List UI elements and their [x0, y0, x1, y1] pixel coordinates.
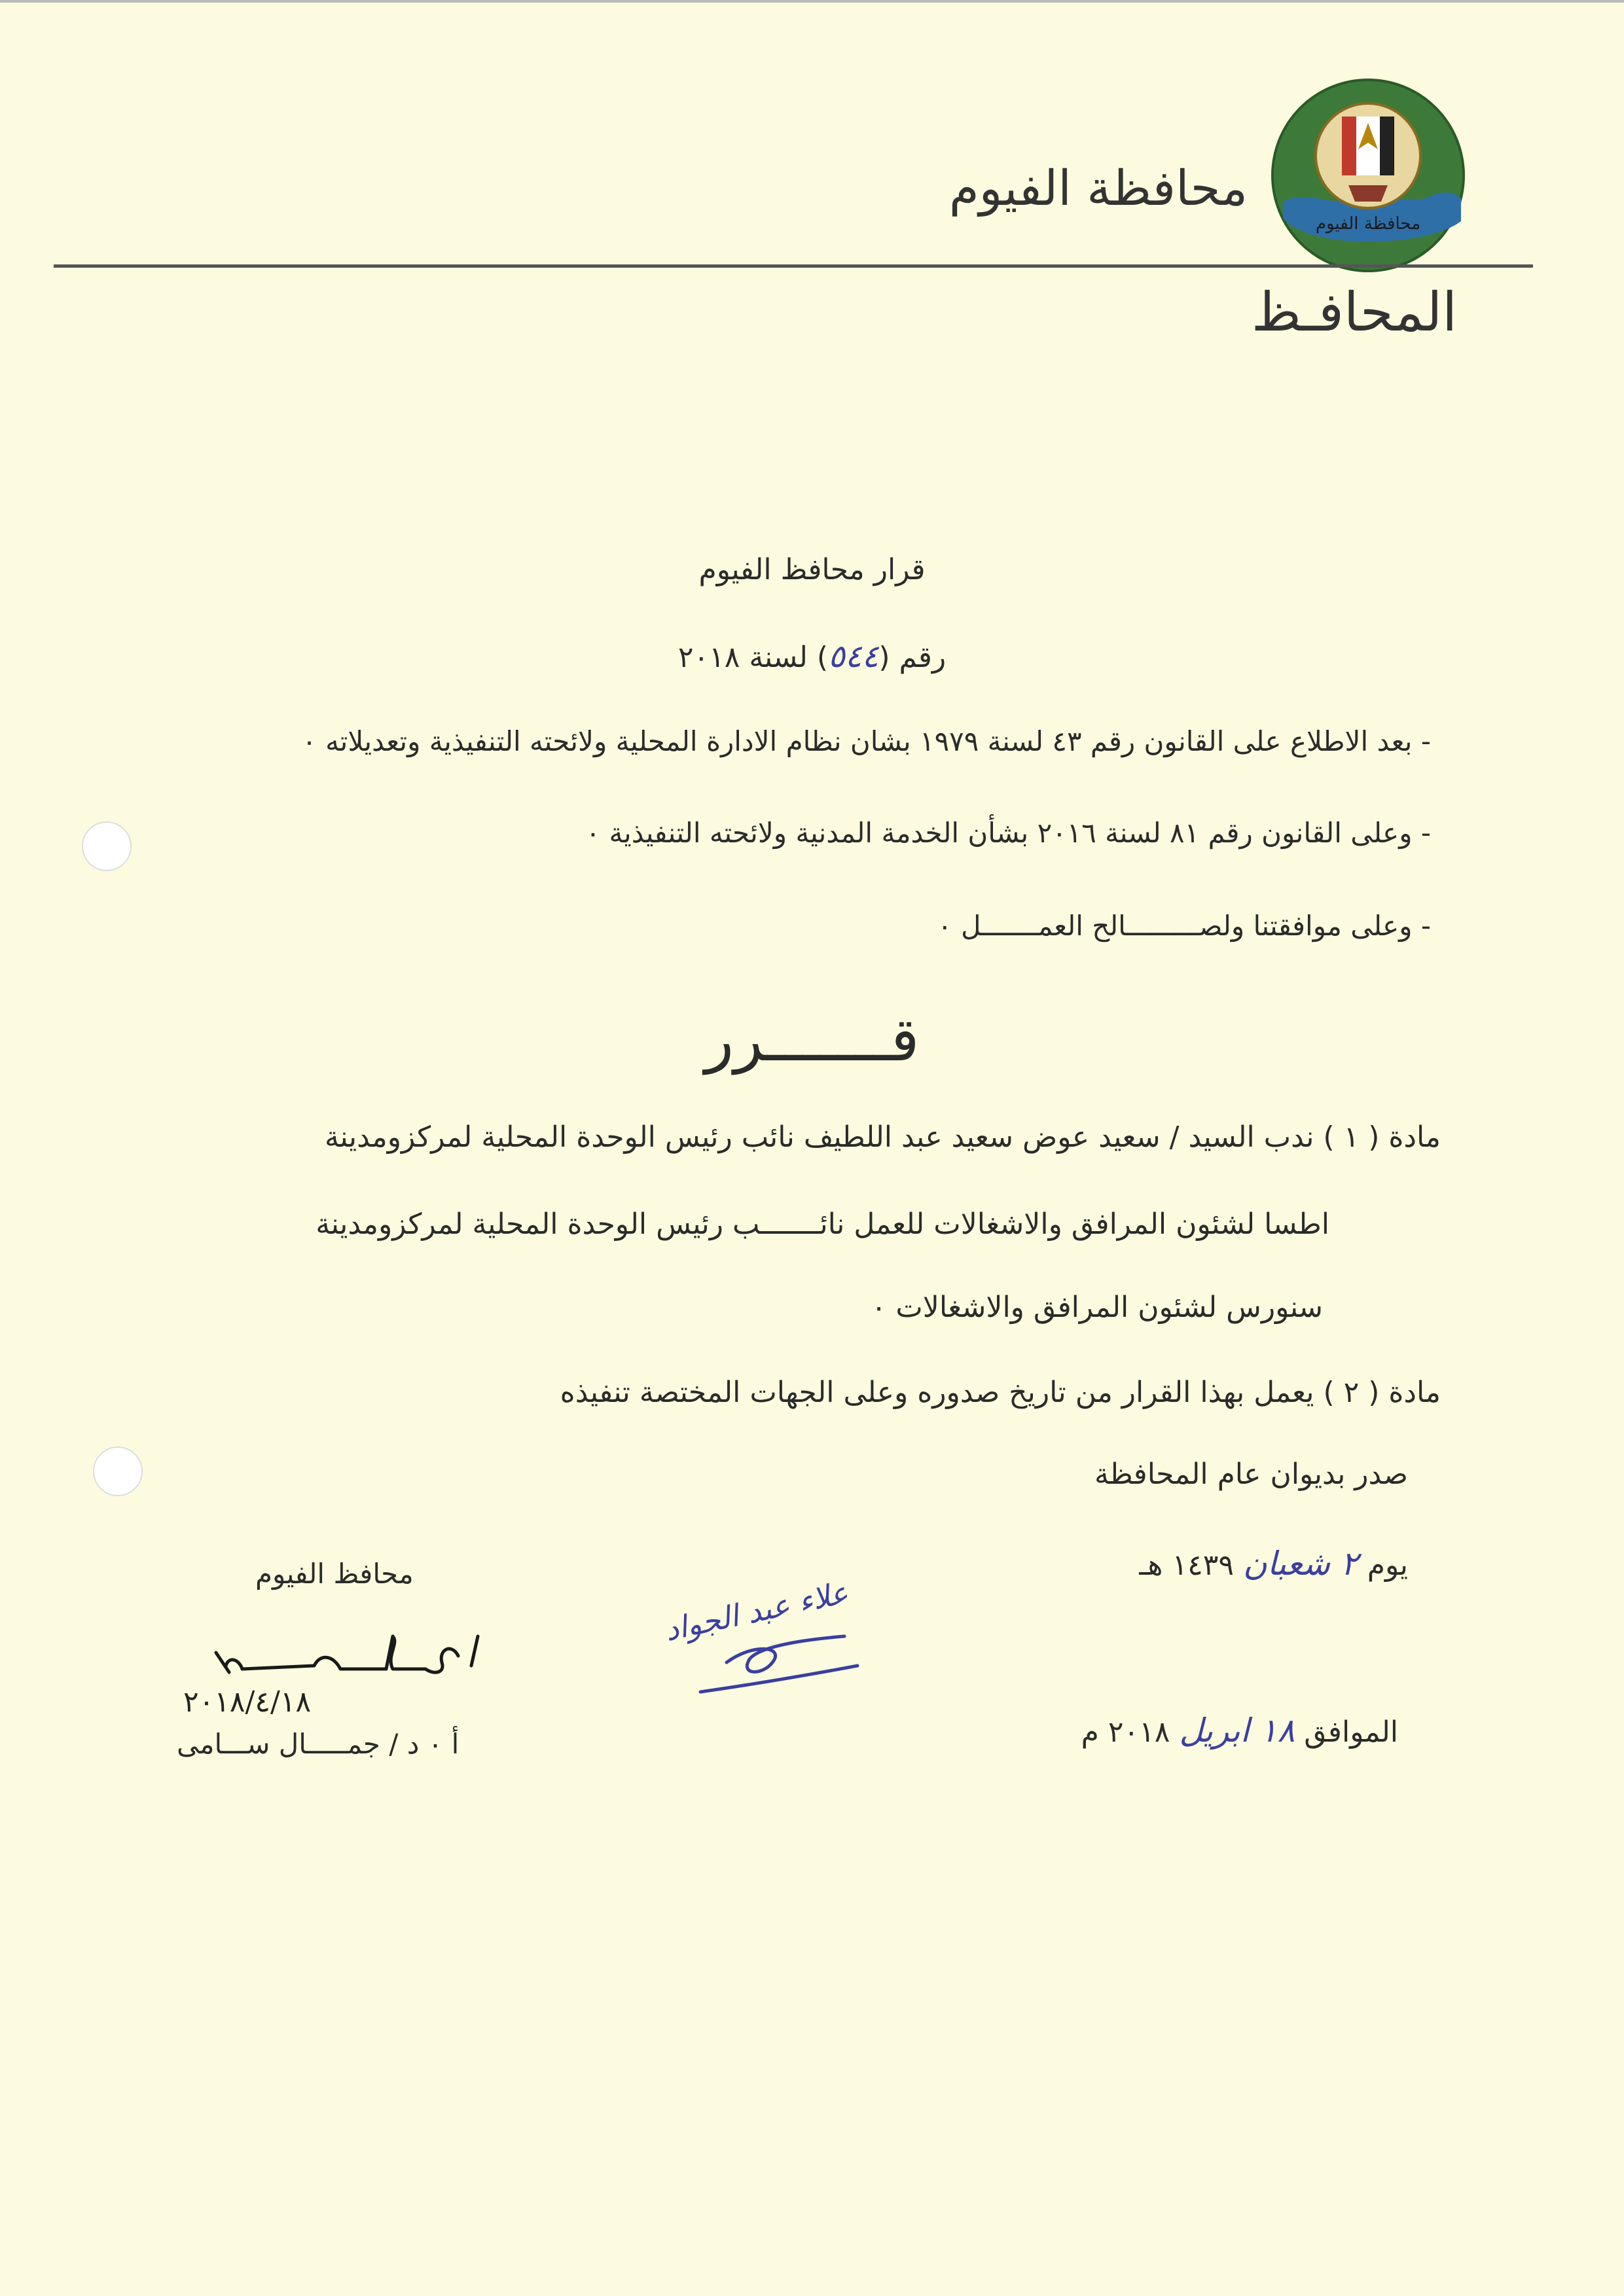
issued-at: صدر بديوان عام المحافظة	[1094, 1458, 1408, 1491]
gregorian-date	[1081, 1712, 1398, 1749]
office-title: المحافـظ	[1251, 281, 1457, 344]
governorate-name: محافظة الفيوم	[948, 160, 1248, 217]
punch-hole	[82, 821, 132, 871]
decree-number-prefix: رقم (	[878, 641, 947, 674]
punch-hole	[93, 1446, 143, 1496]
hijri-prefix: يوم	[1367, 1549, 1408, 1582]
decree-number-handwritten: ٥٤٤	[828, 638, 879, 675]
decree-number	[0, 638, 1624, 675]
governor-sign-date: ٢٠١٨/٤/١٨	[183, 1685, 312, 1719]
initials-signature: علاء عبد الجواد	[661, 1574, 852, 1648]
decree-title: قرار محافظ الفيوم	[698, 553, 926, 586]
decided-heading: قـــــــرر	[704, 1005, 920, 1075]
article-2: مادة ( ٢ ) يعمل بهذا القرار من تاريخ صدوره وعلى الجهات المختصة تنفيذه	[560, 1376, 1441, 1409]
article-1-line-3: سنورس لشئون المرافق والاشغالات ٠	[871, 1291, 1323, 1324]
article-1-line-2: اطسا لشئون المرافق والاشغالات للعمل نائـــــــب رئيس الوحدة المحلية لمركزومدينة	[316, 1208, 1329, 1241]
governorate-logo	[1270, 77, 1466, 274]
governor-name: أ ٠ د / جمـــــال ســـامى	[177, 1728, 460, 1760]
hijri-date	[1139, 1545, 1408, 1583]
gregorian-handwritten: ١٨ ابريل	[1179, 1712, 1295, 1749]
hijri-suffix: ١٤٣٩ هـ	[1139, 1549, 1234, 1582]
decree-number-suffix: ) لسنة ٢٠١٨	[677, 641, 829, 674]
logo-text: محافظة الفيوم	[1315, 214, 1421, 234]
governor-title: محافظ الفيوم	[255, 1558, 414, 1590]
hijri-handwritten: ٢ شعبان	[1242, 1545, 1358, 1583]
preamble-line-1: - بعد الاطلاع على القانون رقم ٤٣ لسنة ١٩٧٩ بشان نظام الادارة المحلية ولائحته التنفيذية وتعديلاته ٠	[302, 725, 1431, 757]
article-1-line-1: مادة ( ١ ) ندب السيد / سعيد عوض سعيد عبد اللطيف نائب رئيس الوحدة المحلية لمركزومدينة	[324, 1121, 1441, 1154]
preamble-line-3: - وعلى موافقتنا ولصـــــــــالح العمـــــــل ٠	[937, 910, 1431, 942]
gregorian-suffix: ٢٠١٨ م	[1081, 1715, 1170, 1749]
preamble-line-2: - وعلى القانون رقم ٨١ لسنة ٢٠١٦ بشأن الخدمة المدنية ولائحته التنفيذية ٠	[585, 817, 1431, 849]
scan-top-edge	[0, 0, 1624, 3]
gregorian-prefix: الموافق	[1304, 1715, 1398, 1749]
header-divider	[54, 264, 1533, 268]
